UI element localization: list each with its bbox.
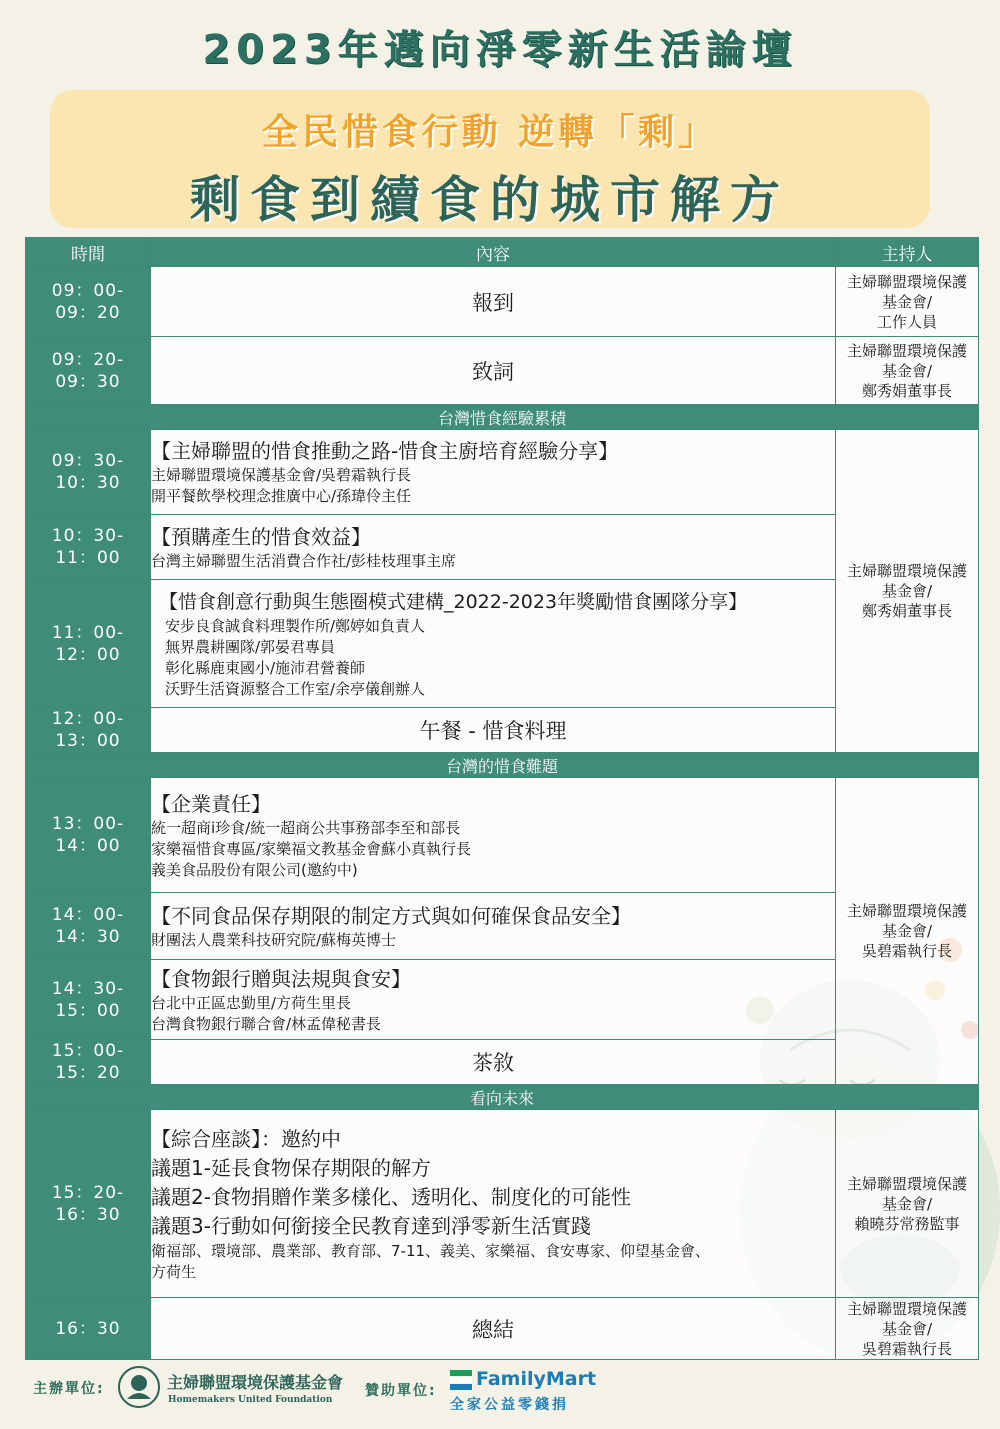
schedule-table <box>25 237 979 1360</box>
discussion-topic: 議題2-食物捐贈作業多樣化、透明化、制度化的可能性 <box>151 1184 631 1209</box>
forum-title: 2023年邁向淨零新生活論壇 <box>202 27 798 73</box>
speaker-line: 主婦聯盟環境保護基金會/吳碧霜執行長 <box>151 466 412 484</box>
time-cell: 13：00- 14：00 <box>26 778 151 893</box>
session-content <box>151 1110 836 1298</box>
organizer-label: 主辦單位: <box>33 1381 105 1397</box>
speaker-line: 無界農耕團隊/郭晏君專員 <box>165 637 336 656</box>
subtitle-line-1: 全民惜食行動 逆轉「剩」 <box>261 112 719 153</box>
session-title: 茶敘 <box>151 1040 836 1085</box>
sponsor-subtitle: 全家公益零錢捐 <box>450 1397 569 1413</box>
section-row <box>26 1085 979 1110</box>
header-time: 時間 <box>26 238 151 267</box>
session-title: 致詞 <box>151 337 836 405</box>
table-row <box>26 267 979 337</box>
section-heading: 台灣惜食經驗累積 <box>26 405 979 430</box>
host-cell: 主婦聯盟環境保護 基金會/ 吳碧霜執行長 <box>836 1298 979 1360</box>
session-title: 【不同食品保存期限的制定方式與如何確保食品安全】 <box>151 903 631 928</box>
sponsor-name: FamilyMart <box>476 1368 597 1390</box>
time-cell: 15：00- 15：20 <box>26 1040 151 1085</box>
discussion-topic: 議題3-行動如何銜接全民教育達到淨零新生活實踐 <box>151 1213 591 1238</box>
speaker-line: 家樂福惜食專區/家樂福文教基金會蘇小真執行長 <box>151 839 472 858</box>
header-host: 主持人 <box>836 238 979 267</box>
speaker-line: 沃野生活資源整合工作室/余亭儀創辦人 <box>165 679 426 698</box>
session-title: 【主婦聯盟的惜食推動之路-惜食主廚培育經驗分享】 <box>151 439 619 463</box>
session-content <box>151 893 836 960</box>
time-cell: 15：20- 16：30 <box>26 1110 151 1298</box>
section-row <box>26 405 979 430</box>
session-title: 報到 <box>151 267 836 337</box>
table-row <box>26 778 979 893</box>
participant-line: 方荷生 <box>151 1262 197 1281</box>
speaker-line: 財團法人農業科技研究院/蘇梅英博士 <box>151 930 397 949</box>
session-title: 【預購產生的惜食效益】 <box>151 524 371 549</box>
time-cell: 14：00- 14：30 <box>26 893 151 960</box>
host-cell: 主婦聯盟環境保護 基金會/ 吳碧霜執行長 <box>836 778 979 1085</box>
table-header-row <box>26 238 979 267</box>
section-heading: 台灣的惜食難題 <box>26 753 979 778</box>
speaker-line: 台灣食物銀行聯合會/林孟偉秘書長 <box>151 1014 382 1033</box>
table-row <box>26 430 979 515</box>
host-cell: 主婦聯盟環境保護 基金會/ 工作人員 <box>836 267 979 337</box>
time-cell: 09：20- 09：30 <box>26 337 151 405</box>
session-content <box>151 580 836 708</box>
time-cell: 09：00- 09：20 <box>26 267 151 337</box>
host-cell: 主婦聯盟環境保護 基金會/ 鄭秀娟董事長 <box>836 430 979 753</box>
participant-line: 衛福部、環境部、農業部、教育部、7-11、義美、家樂福、食安專家、仰望基金會、 <box>151 1241 711 1260</box>
familymart-logo-icon <box>450 1370 472 1390</box>
session-title: 【食物銀行贈與法規與食安】 <box>151 966 411 991</box>
organizer-logo <box>117 1365 161 1409</box>
time-cell: 11：00- 12：00 <box>26 580 151 708</box>
host-cell: 主婦聯盟環境保護 基金會/ 賴曉芬常務監事 <box>836 1110 979 1298</box>
session-content <box>151 778 836 893</box>
section-heading: 看向未來 <box>26 1085 979 1110</box>
header-content: 內容 <box>151 238 836 267</box>
session-title: 午餐 - 惜食料理 <box>151 708 836 753</box>
time-cell: 12：00- 13：00 <box>26 708 151 753</box>
speaker-line: 開平餐飲學校理念推廣中心/孫瑋伶主任 <box>151 487 412 505</box>
session-title: 【綜合座談】：邀約中 <box>151 1126 341 1151</box>
table-row <box>26 337 979 405</box>
organizer-english-name: Homemakers United Foundation <box>168 1395 333 1405</box>
speaker-line: 安步良食誠食料理製作所/鄭婷如負責人 <box>165 616 426 635</box>
time-cell: 09：30- 10：30 <box>26 430 151 515</box>
time-cell: 16：30 <box>26 1298 151 1360</box>
speaker-line: 義美食品股份有限公司(邀約中) <box>151 860 358 879</box>
sponsor-label: 贊助單位: <box>365 1383 437 1399</box>
session-content <box>151 960 836 1040</box>
time-cell: 10：30- 11：00 <box>26 515 151 580</box>
speaker-line: 統一超商i珍食/統一超商公共事務部李至和部長 <box>151 818 461 837</box>
session-title: 【惜食創意行動與生態圈模式建構_2022-2023年獎勵惜食團隊分享】 <box>159 590 748 613</box>
host-cell: 主婦聯盟環境保護 基金會/ 鄭秀娟董事長 <box>836 337 979 405</box>
speaker-line: 彰化縣鹿東國小/施沛君營養師 <box>165 658 366 677</box>
session-title: 【企業責任】 <box>151 791 271 816</box>
speaker-line: 台北中正區忠勤里/方荷生里長 <box>151 993 352 1012</box>
speaker-line: 台灣主婦聯盟生活消費合作社/彭桂枝理事主席 <box>151 551 457 570</box>
discussion-topic: 議題1-延長食物保存期限的解方 <box>151 1155 431 1180</box>
table-row <box>26 1110 979 1298</box>
subtitle-line-2: 剩食到續食的城市解方 <box>190 171 790 229</box>
time-cell: 14：30- 15：00 <box>26 960 151 1040</box>
session-title: 總結 <box>151 1298 836 1360</box>
session-content <box>151 515 836 580</box>
table-row <box>26 1298 979 1360</box>
organizer-name: 主婦聯盟環境保護基金會 <box>167 1373 344 1392</box>
title-banner <box>50 90 930 228</box>
section-row <box>26 753 979 778</box>
session-content <box>151 430 836 515</box>
